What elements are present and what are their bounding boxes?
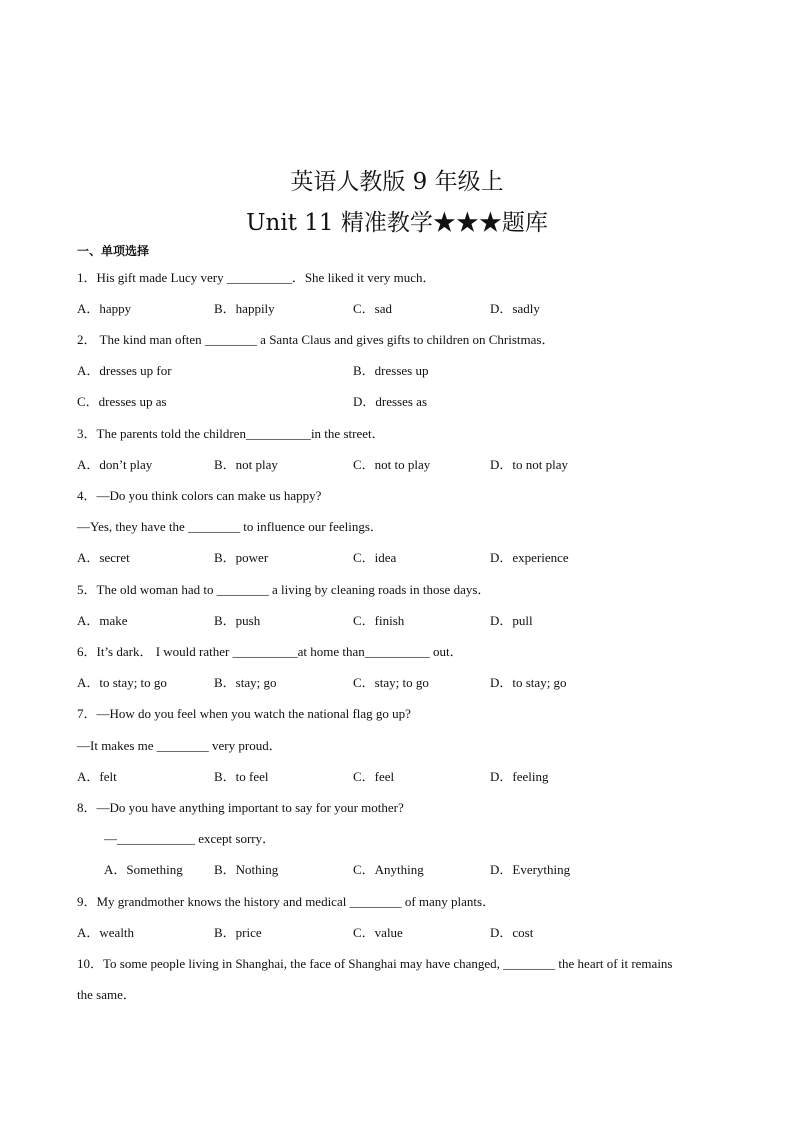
question-1-stem: 1．His gift made Lucy very __________．She liked it very much．: [77, 270, 436, 285]
question-3-option-c[interactable]: C．not to play: [353, 457, 431, 472]
question-2-stem: 2． The kind man often ________ a Santa Claus and gives gifts to children on Christmas．: [77, 332, 555, 347]
question-8-stem: 8．—Do you have anything important to say for your mother?: [77, 800, 404, 815]
page-title: 英语人教版 9 年级上: [290, 169, 504, 195]
question-5-option-c[interactable]: C．finish: [353, 613, 405, 628]
question-6-option-c[interactable]: C．stay; to go: [353, 675, 429, 690]
question-7-option-b[interactable]: B．to feel: [214, 769, 269, 784]
question-4-stem: 4．—Do you think colors can make us happy?: [77, 488, 322, 503]
section-heading: 一、单项选择: [77, 244, 150, 258]
question-7-option-a[interactable]: A．felt: [77, 769, 117, 784]
question-10-stem-continued: the same．: [77, 987, 136, 1002]
question-9-option-a[interactable]: A．wealth: [77, 925, 135, 940]
question-9-stem: 9．My grandmother knows the history and medical ________ of many plants．: [77, 894, 496, 909]
question-5-stem: 5．The old woman had to ________ a living by cleaning roads in those days．: [77, 582, 491, 597]
question-6-option-b[interactable]: B．stay; go: [214, 675, 277, 690]
question-1-option-a[interactable]: A．happy: [77, 301, 132, 316]
question-2-option-c[interactable]: C．dresses up as: [77, 394, 167, 409]
question-3-option-b[interactable]: B．not play: [214, 457, 278, 472]
question-2-option-b[interactable]: B．dresses up: [353, 363, 429, 378]
question-4-option-b[interactable]: B．power: [214, 550, 269, 565]
question-8-option-b[interactable]: B．Nothing: [214, 862, 279, 877]
page-subtitle: Unit 11 精准教学★★★题库: [246, 210, 548, 236]
question-6-option-a[interactable]: A．to stay; to go: [77, 675, 167, 690]
question-8-stem-reply: —____________ except sorry．: [104, 831, 276, 846]
question-5-option-d[interactable]: D．pull: [490, 613, 533, 628]
question-3-option-a[interactable]: A．don’t play: [77, 457, 153, 472]
question-9-option-b[interactable]: B．price: [214, 925, 262, 940]
question-9-option-c[interactable]: C．value: [353, 925, 403, 940]
question-5-option-a[interactable]: A．make: [77, 613, 128, 628]
question-7-stem: 7．—How do you feel when you watch the national flag go up?: [77, 706, 411, 721]
question-1-option-d[interactable]: D．sadly: [490, 301, 540, 316]
question-8-option-d[interactable]: D．Everything: [490, 862, 571, 877]
question-8-option-c[interactable]: C．Anything: [353, 862, 424, 877]
question-6-option-d[interactable]: D．to stay; go: [490, 675, 567, 690]
question-4-option-d[interactable]: D．experience: [490, 550, 569, 565]
question-9-option-d[interactable]: D．cost: [490, 925, 534, 940]
question-2-option-a[interactable]: A．dresses up for: [77, 363, 172, 378]
question-2-option-d[interactable]: D．dresses as: [353, 394, 428, 409]
question-6-stem: 6．It’s dark． I would rather __________at home than__________ out．: [77, 644, 463, 659]
question-7-stem-reply: —It makes me ________ very proud．: [77, 738, 282, 753]
question-5-option-b[interactable]: B．push: [214, 613, 261, 628]
question-4-stem-reply: —Yes, they have the ________ to influence our feelings．: [77, 519, 383, 534]
question-1-option-b[interactable]: B．happily: [214, 301, 275, 316]
question-7-option-c[interactable]: C．feel: [353, 769, 395, 784]
question-3-option-d[interactable]: D．to not play: [490, 457, 568, 472]
question-4-option-c[interactable]: C．idea: [353, 550, 397, 565]
question-10-stem: 10．To some people living in Shanghai, the face of Shanghai may have changed, ________ the heart of it remains: [77, 956, 673, 971]
question-3-stem: 3．The parents told the children__________in the street．: [77, 426, 385, 441]
question-4-option-a[interactable]: A．secret: [77, 550, 130, 565]
question-8-option-a[interactable]: A．Something: [104, 862, 183, 877]
question-1-option-c[interactable]: C．sad: [353, 301, 393, 316]
question-7-option-d[interactable]: D．feeling: [490, 769, 549, 784]
